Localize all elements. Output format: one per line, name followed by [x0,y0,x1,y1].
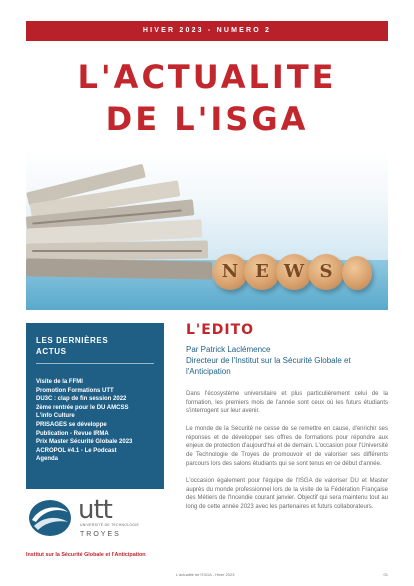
title-line-1: L'ACTUALITE [77,58,337,96]
sidebar-heading [36,335,154,357]
news-letter-n: N [212,254,248,290]
latest-news-sidebar [26,323,164,489]
isga-institute-name: Institut sur la Sécurité Globale et l'Anticipation [26,552,146,558]
newspaper-stack [26,176,216,286]
sidebar-heading-line-1: LES DERNIÈRES [36,336,109,345]
news-item[interactable]: Visite de la FFMI [36,379,83,385]
edito-role: Directeur de l'Institut sur la Sécurité Globale et l'Anticipation [186,356,351,376]
edito-author: Par Patrick Laclémence [186,345,271,354]
sidebar-divider [36,363,154,364]
edito-heading: L'EDITO [186,322,255,338]
edito-byline [186,344,396,377]
news-item[interactable]: Publication - Revue IRMA [36,430,109,437]
issue-banner [26,21,388,41]
news-item[interactable]: 2ème rentrée pour le DU AMCSS [36,404,129,411]
utt-city: TROYES [80,531,121,538]
utt-swirl-icon [28,496,72,540]
edito-paragraph: Dans l'écosystème universitaire et plus particulièrement celui de la formation, les premiers mois de l'année sont ceux où les futurs étudiants s'interrogent sur leur avenir. [186,391,388,415]
wood-cylinder [342,256,372,290]
issue-label: HIVER 2023 - NUMERO 2 [142,27,272,34]
news-item[interactable]: DU3C : clap de fin session 2022 [36,396,127,403]
title-line-2: DE L'ISGA [105,100,309,138]
sidebar-heading-line-2: ACTUS [36,347,67,356]
news-item[interactable]: L'info Culture [36,413,75,420]
utt-wordmark: utt [78,495,112,525]
news-item[interactable]: Prix Master Sécurité Globale 2023 [36,439,133,446]
utt-logo [28,496,168,546]
news-item[interactable]: Promotion Formations UTT [36,387,114,394]
news-letter-w: W [276,254,312,290]
page-title [26,56,388,140]
page-number: 01 [383,572,388,577]
news-letter-s: S [308,254,344,290]
footer-caption: L'actualité de l'ISGA - Hiver 2023 [176,572,235,577]
utt-subtitle: UNIVERSITÉ DE TECHNOLOGIE [80,523,140,527]
edito-paragraph: L'occasion également pour l'équipe de l'ISGA de valoriser DU et Master auprès du monde professionnel lors de la visite de la Fédération Française des Métiers de l'Incendie courant janvier. Objectif qui sera maintenu tout au long de cette année 2023 avec les partenaires et futurs collaborateurs. [186,478,388,511]
news-item[interactable]: Agenda [36,456,59,463]
hero-image [26,148,388,310]
news-letter-e: E [244,254,280,290]
edito-paragraph: Le monde de la Sécurité ne cesse de se remettre en cause, d'enrichir ses réponses et de développer ses offres de formations pour répondre aux enjeux de protection d'aujourd'hui et de demain. L'occasion pour l'Université de Technologie de Troyes de promouvoir et de valoriser ses différents parcours lors des salons étudiants qui se sont tenus en ce début d'année. [186,425,388,467]
news-list [36,378,160,464]
news-item[interactable]: PRISAGES se développe [36,421,107,428]
edito-body [186,390,388,521]
news-item[interactable]: ACROPOL #4.1 - Le Podcast [36,447,117,454]
